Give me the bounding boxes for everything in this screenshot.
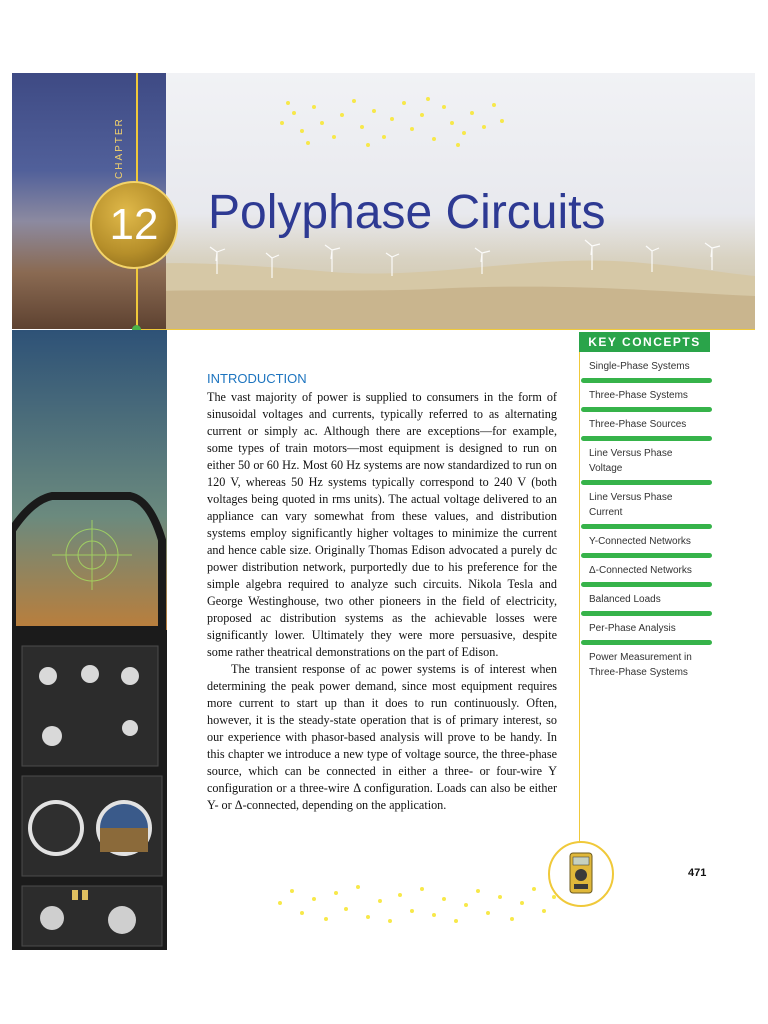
- chapter-label: CHAPTER: [114, 117, 125, 179]
- key-concept-item: Single-Phase Systems: [579, 352, 712, 381]
- key-concept-item: Line Versus Phase Current: [579, 483, 712, 527]
- key-concept-item: Three-Phase Sources: [579, 410, 712, 439]
- key-concept-item: Δ-Connected Networks: [579, 556, 712, 585]
- intro-heading: INTRODUCTION: [207, 371, 307, 386]
- chapter-banner: [12, 73, 755, 329]
- key-concept-item: Balanced Loads: [579, 585, 712, 614]
- intro-paragraph: The vast majority of power is supplied to consumers in the form of sinusoidal voltages and currents, typically referred to as alternating current or simply ac. Although there are exceptions—for example, some types of train motors—most equipment is designed to run on either 50 or 60 Hz. Most 60 Hz systems are now standardized to run on 120 V, whereas 50 Hz systems typically correspond to 240 V (both voltages being quoted in rms units). The actual voltage delivered to an appliance can vary somewhat from these values, and distribution systems employ significantly higher voltages to minimize the current and hence cable size. Originally Thomas Edison advocated a purely dc power distribution network, purportedly due to his preference for the simple algebra required to analyze such circuits. Nikola Tesla and George Westinghouse, two other pioneers in the field of electricity, proposed ac distribution systems as the achievable losses were significantly lower. Ultimately they were more persuasive, despite some rather theatrical demonstrations on the part of Edison.: [207, 390, 557, 659]
- key-concept-item: Three-Phase Systems: [579, 381, 712, 410]
- cockpit-photo: [12, 330, 167, 950]
- key-concepts-heading: KEY CONCEPTS: [579, 332, 710, 352]
- decorative-dots: [272, 93, 512, 153]
- chapter-title: Polyphase Circuits: [208, 186, 606, 239]
- intro-paragraph: The transient response of ac power systems is of interest when determining the peak power demand, since most equipment requires more current to start up than it does to run continuously. Often, however, it is the steady-state operation that is of primary interest, so our experience with phasor-based analysis will prove to be handy. In this chapter we introduce a new type of voltage source, the three-phase source, which can be connected in either a three- or four-wire Y configuration or a three-wire Δ configuration. Loads can also be either Y- or Δ-connected, depending on the application.: [207, 662, 557, 812]
- chapter-number: 12: [109, 200, 159, 249]
- page-number: 471: [688, 867, 707, 879]
- textbook-page: [12, 73, 755, 950]
- accent-horizontal-line: [136, 329, 755, 330]
- key-concept-item: Line Versus Phase Voltage: [579, 439, 712, 483]
- key-concept-item: Per-Phase Analysis: [579, 614, 712, 643]
- key-concept-item: Y-Connected Networks: [579, 527, 712, 556]
- key-concepts-list: [579, 352, 712, 687]
- chapter-medallion: [90, 181, 178, 269]
- intro-body: [207, 389, 557, 814]
- key-concept-item: Power Measurement in Three-Phase Systems: [589, 652, 692, 678]
- decorative-dots-bottom: [272, 881, 562, 931]
